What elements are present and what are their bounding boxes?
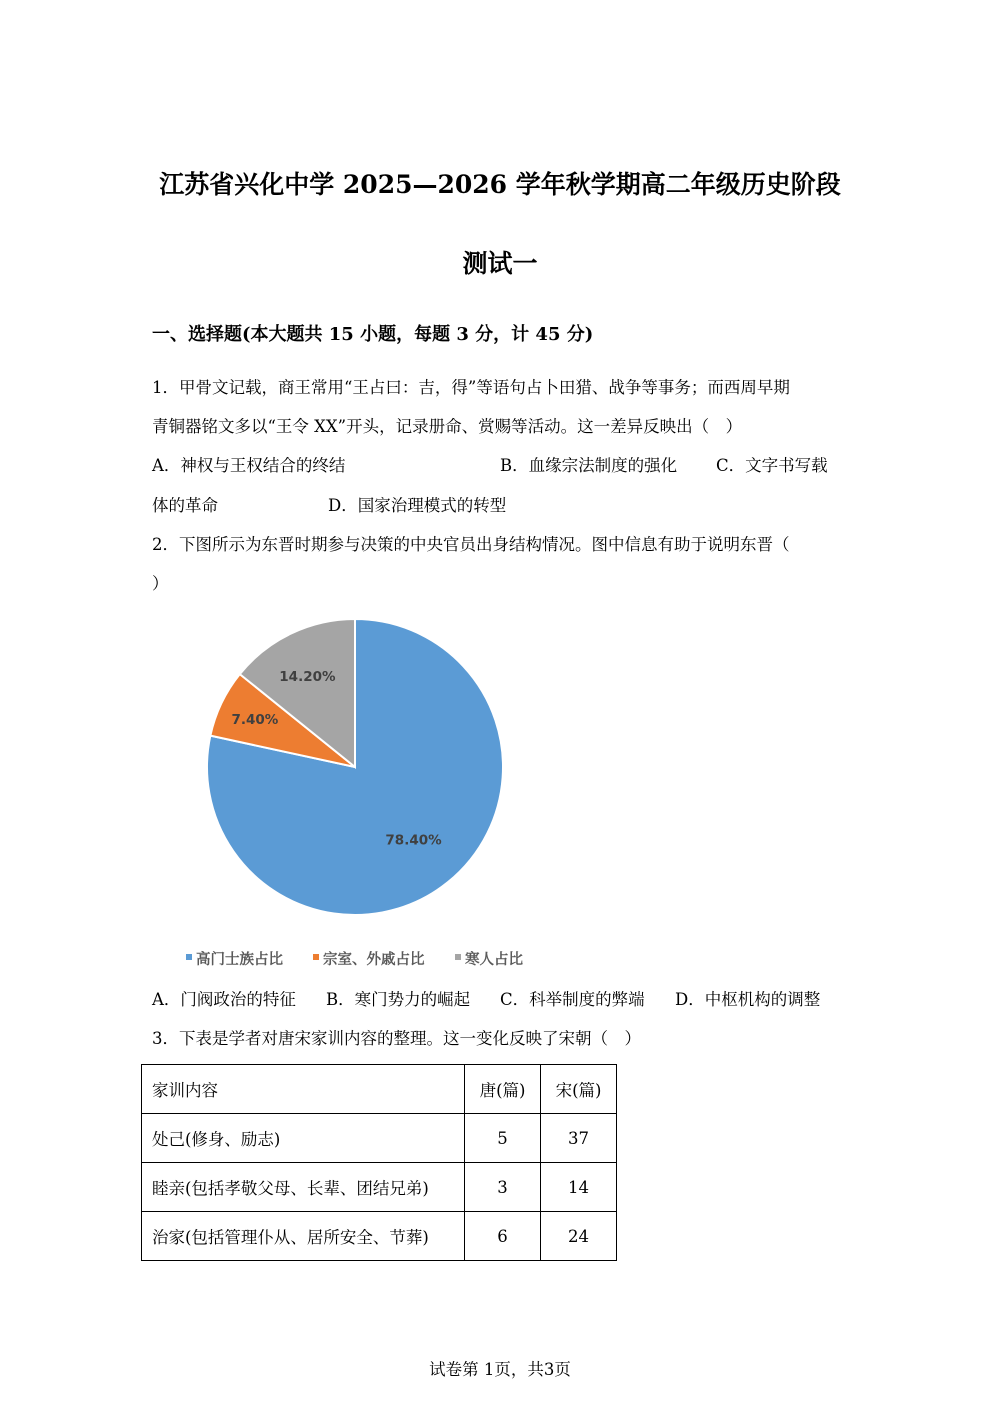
table-cell: 5 xyxy=(465,1114,541,1163)
question-1-line-2: 青铜器铭文多以“王令 XX”开头，记录册命、赏赐等活动。这一差异反映出（ ） xyxy=(152,417,743,436)
family-instructions-table xyxy=(141,1064,617,1261)
table-cell: 睦亲(包括孝敬父母、长辈、团结兄弟) xyxy=(142,1163,465,1212)
legend-label: 高门士族占比 xyxy=(196,952,283,968)
table-cell: 处己(修身、励志) xyxy=(142,1114,465,1163)
table-cell: 6 xyxy=(465,1212,541,1261)
question-2-line-1: 2．下图所示为东晋时期参与决策的中央官员出身结构情况。图中信息有助于说明东晋（ xyxy=(152,535,790,554)
legend-label: 宗室、外戚占比 xyxy=(323,952,425,968)
table-cell: 37 xyxy=(541,1114,617,1163)
table-cell: 治家(包括管理仆从、居所安全、节葬) xyxy=(142,1212,465,1261)
legend-swatch xyxy=(186,954,192,960)
question-2-option-a: A．门阀政治的特征 xyxy=(152,990,296,1009)
question-1-option-c-cont: 体的革命 xyxy=(152,496,218,515)
pie-legend xyxy=(186,950,523,968)
pie-slice-label: 7.40% xyxy=(231,712,279,729)
table-header-song: 宋(篇) xyxy=(541,1065,617,1114)
question-2-option-d: D．中枢机构的调整 xyxy=(675,990,821,1009)
table-row xyxy=(142,1114,617,1163)
question-2-line-2: ） xyxy=(152,574,169,593)
table-row xyxy=(142,1212,617,1261)
question-1-line-1: 1．甲骨文记载，商王常用“王占曰：吉，得”等语句占卜田猎、战争等事务；而西周早期 xyxy=(152,378,790,397)
section-heading: 一、选择题(本大题共 15 小题，每题 3 分，计 45 分) xyxy=(152,324,594,345)
question-1-option-a: A．神权与王权结合的终结 xyxy=(152,456,346,475)
table-header-row xyxy=(142,1065,617,1114)
table-cell: 14 xyxy=(541,1163,617,1212)
table-header-content: 家训内容 xyxy=(142,1065,465,1114)
table-row xyxy=(142,1163,617,1212)
question-1-option-b: B．血缘宗法制度的强化 xyxy=(500,456,678,475)
page-title-line-2: 测试一 xyxy=(462,249,538,278)
question-1-option-c: C．文字书写载 xyxy=(716,456,828,475)
page-title-line-1: 江苏省兴化中学 2025—2026 学年秋学期高二年级历史阶段 xyxy=(159,170,841,199)
question-2-option-c: C．科举制度的弊端 xyxy=(500,990,645,1009)
legend-swatch xyxy=(455,954,461,960)
pie-slice-label: 78.40% xyxy=(385,832,442,849)
pie-slice-label: 14.20% xyxy=(279,669,336,686)
question-2-option-b: B．寒门势力的崛起 xyxy=(326,990,471,1009)
table-cell: 3 xyxy=(465,1163,541,1212)
legend-label: 寒人占比 xyxy=(465,952,523,968)
page-footer: 试卷第 1页，共3页 xyxy=(429,1360,571,1379)
question-3-line-1: 3．下表是学者对唐宋家训内容的整理。这一变化反映了宋朝（ ） xyxy=(152,1029,641,1048)
pie-chart xyxy=(150,605,550,980)
legend-swatch xyxy=(313,954,319,960)
table-cell: 24 xyxy=(541,1212,617,1261)
pie-slices xyxy=(207,619,503,915)
question-1-option-d: D．国家治理模式的转型 xyxy=(328,496,507,515)
table-header-tang: 唐(篇) xyxy=(465,1065,541,1114)
